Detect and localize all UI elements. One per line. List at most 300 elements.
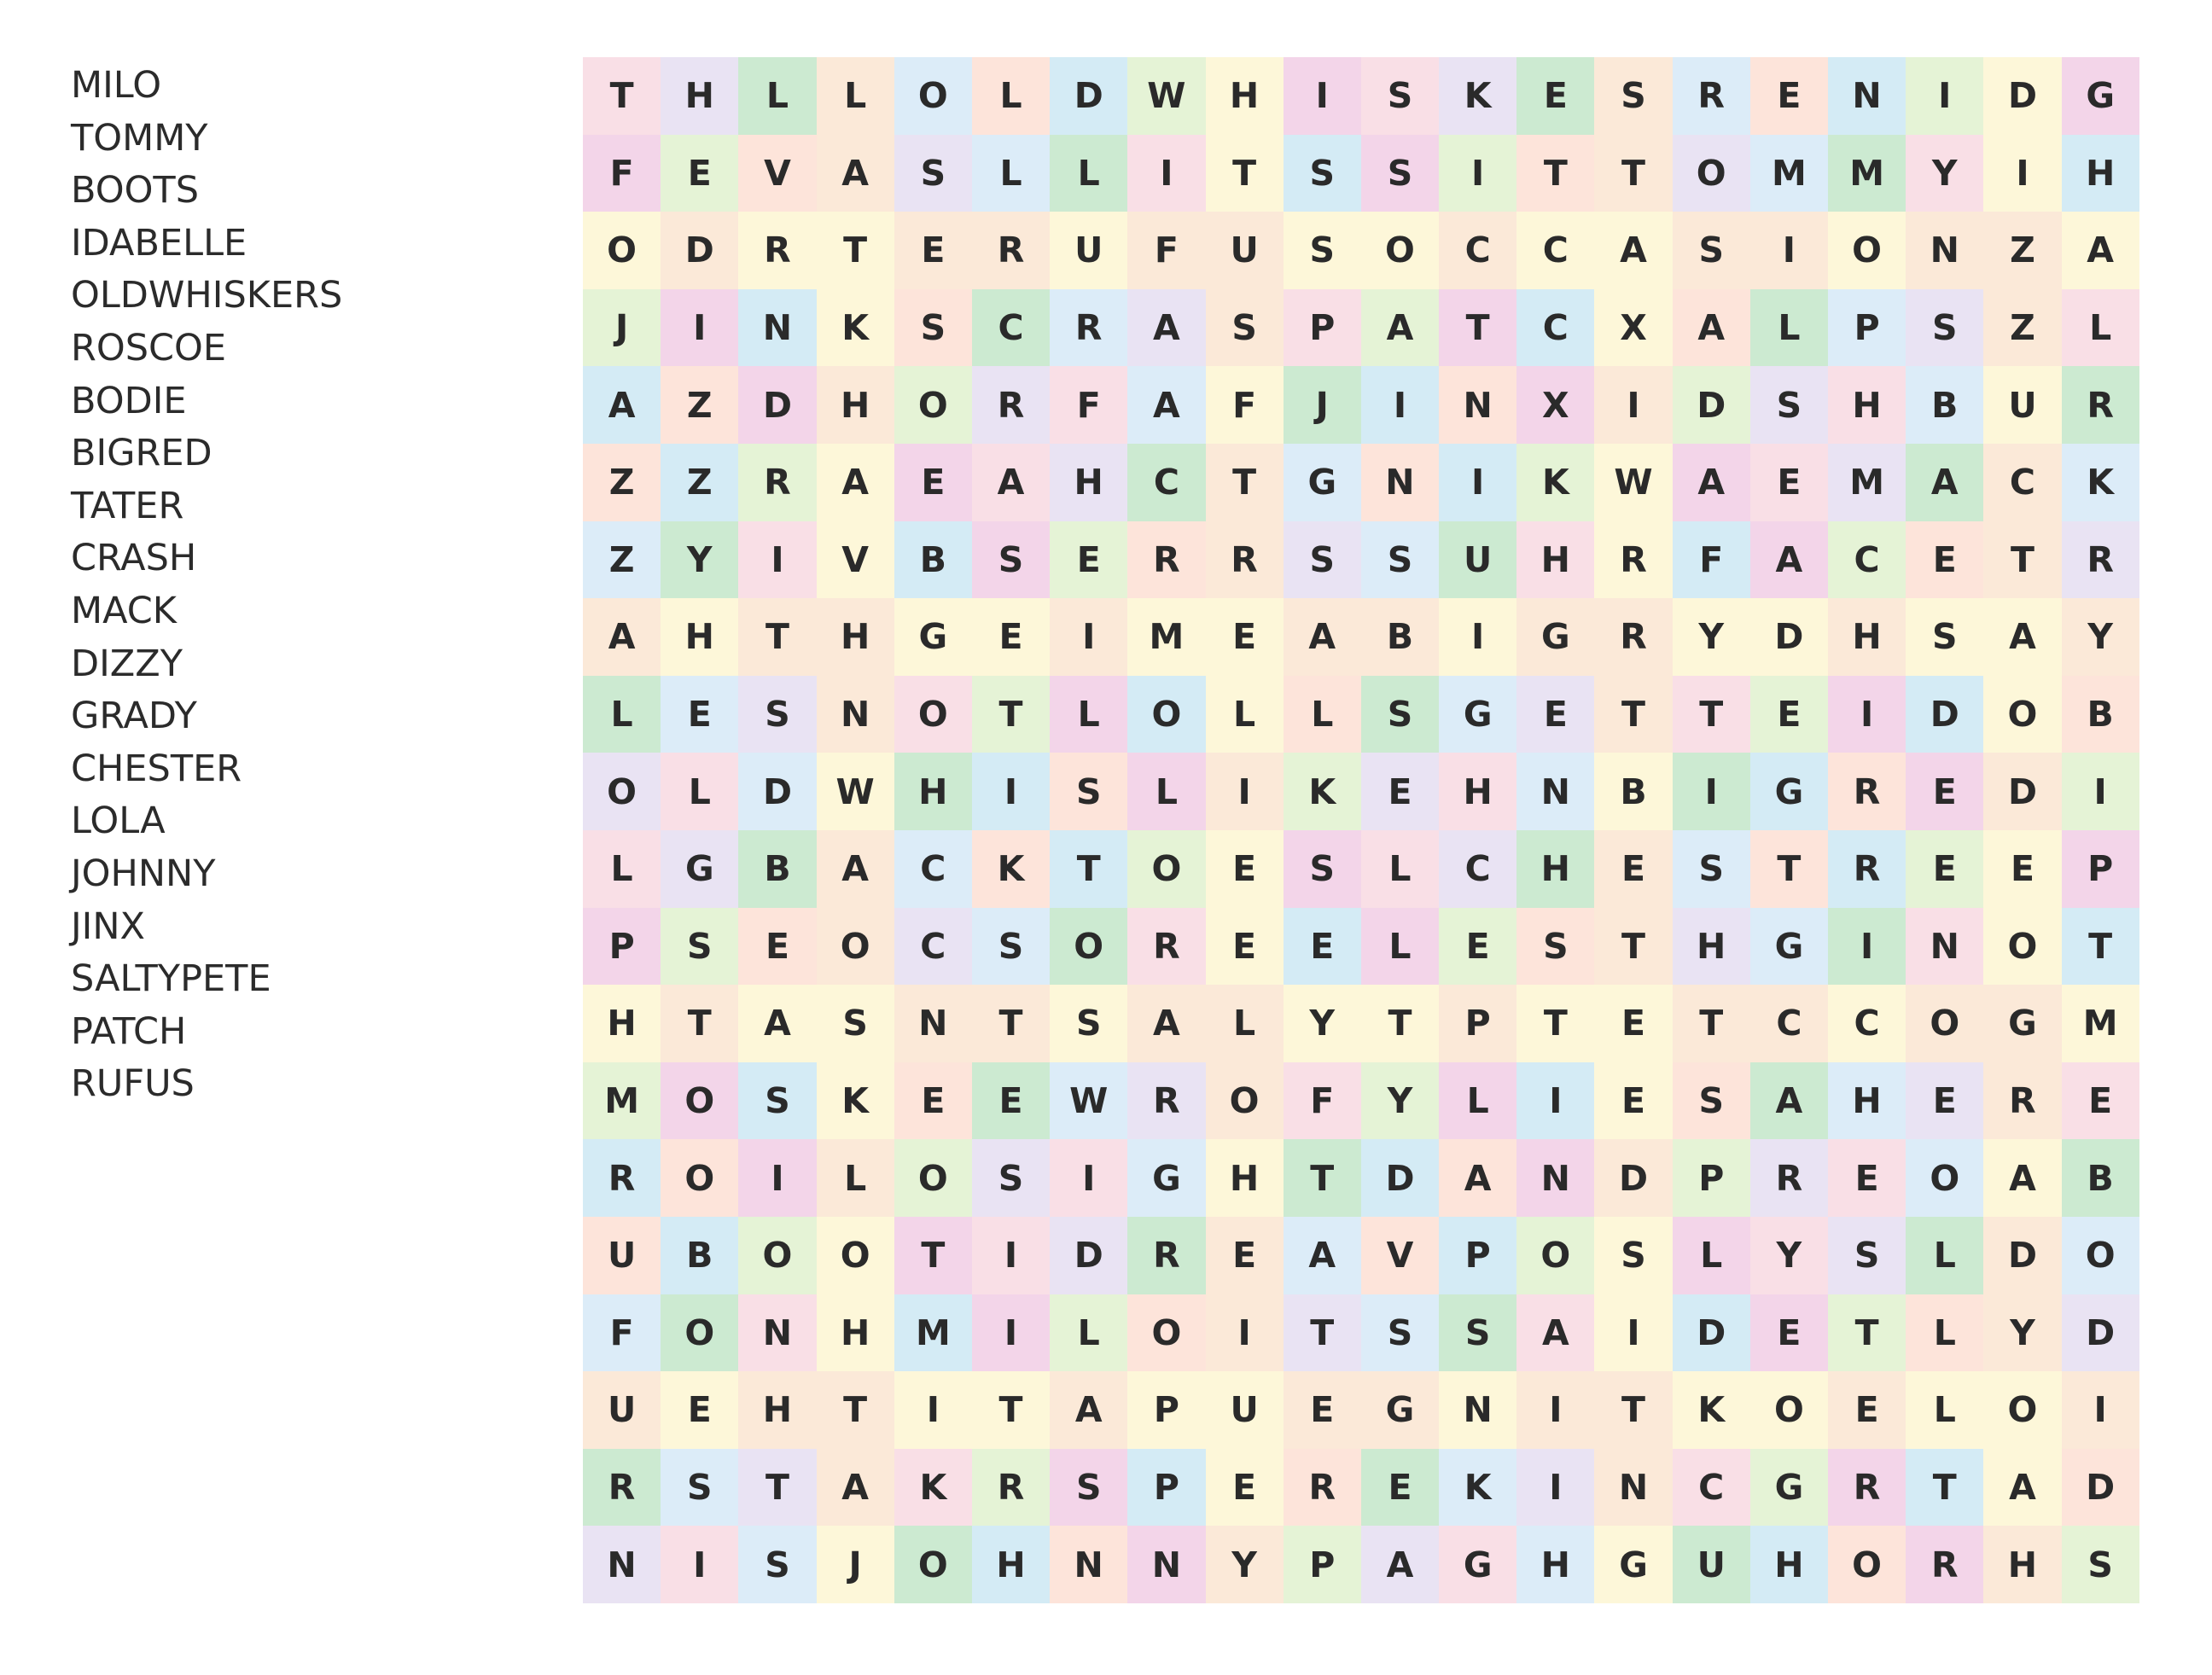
grid-cell[interactable]: C — [1983, 444, 2061, 521]
grid-cell[interactable]: L — [661, 753, 738, 830]
grid-cell[interactable]: E — [1828, 1139, 1906, 1217]
grid-cell[interactable]: E — [1439, 908, 1516, 986]
grid-cell[interactable]: A — [972, 444, 1050, 521]
grid-cell[interactable]: H — [1516, 1526, 1594, 1603]
grid-cell[interactable]: L — [1361, 908, 1439, 986]
grid-cell[interactable]: W — [1050, 1062, 1127, 1140]
grid-cell[interactable]: O — [1127, 830, 1205, 908]
grid-cell[interactable]: A — [1750, 1062, 1828, 1140]
grid-cell[interactable]: O — [817, 1217, 894, 1294]
grid-cell[interactable]: I — [1828, 908, 1906, 986]
grid-cell[interactable]: E — [1206, 1449, 1284, 1527]
grid-cell[interactable]: H — [2062, 135, 2139, 212]
grid-cell[interactable]: E — [2062, 1062, 2139, 1140]
grid-cell[interactable]: R — [1127, 1217, 1205, 1294]
grid-cell[interactable]: T — [972, 985, 1050, 1062]
grid-cell[interactable]: T — [1594, 135, 1672, 212]
grid-cell[interactable]: A — [1750, 521, 1828, 599]
grid-cell[interactable]: W — [1594, 444, 1672, 521]
grid-cell[interactable]: R — [738, 444, 816, 521]
grid-cell[interactable]: A — [1983, 598, 2061, 676]
grid-cell[interactable]: D — [2062, 1294, 2139, 1372]
grid-cell[interactable]: D — [1361, 1139, 1439, 1217]
grid-cell[interactable]: Y — [1750, 1217, 1828, 1294]
grid-cell[interactable]: T — [1284, 1294, 1361, 1372]
grid-cell[interactable]: S — [817, 985, 894, 1062]
grid-cell[interactable]: D — [1983, 1217, 2061, 1294]
grid-cell[interactable]: K — [817, 289, 894, 367]
grid-cell[interactable]: P — [2062, 830, 2139, 908]
grid-cell[interactable]: O — [1906, 1139, 1983, 1217]
grid-cell[interactable]: T — [1750, 830, 1828, 908]
grid-cell[interactable]: S — [1906, 289, 1983, 367]
grid-cell[interactable]: H — [1673, 908, 1750, 986]
grid-cell[interactable]: X — [1594, 289, 1672, 367]
grid-cell[interactable]: A — [1983, 1449, 2061, 1527]
grid-cell[interactable]: B — [1361, 598, 1439, 676]
grid-cell[interactable]: O — [1983, 1371, 2061, 1449]
grid-cell[interactable]: A — [1673, 444, 1750, 521]
grid-cell[interactable]: D — [1750, 598, 1828, 676]
grid-cell[interactable]: O — [583, 212, 661, 289]
grid-cell[interactable]: U — [583, 1371, 661, 1449]
grid-cell[interactable]: G — [1439, 1526, 1516, 1603]
grid-cell[interactable]: D — [1050, 1217, 1127, 1294]
grid-cell[interactable]: N — [1516, 1139, 1594, 1217]
grid-cell[interactable]: B — [661, 1217, 738, 1294]
grid-cell[interactable]: C — [1673, 1449, 1750, 1527]
grid-cell[interactable]: O — [1127, 1294, 1205, 1372]
grid-cell[interactable]: H — [661, 57, 738, 135]
grid-cell[interactable]: R — [1673, 57, 1750, 135]
grid-cell[interactable]: O — [1127, 676, 1205, 753]
grid-cell[interactable]: N — [817, 676, 894, 753]
grid-cell[interactable]: M — [894, 1294, 972, 1372]
grid-cell[interactable]: S — [972, 521, 1050, 599]
grid-cell[interactable]: Z — [1983, 289, 2061, 367]
grid-cell[interactable]: N — [1127, 1526, 1205, 1603]
grid-cell[interactable]: E — [1750, 1294, 1828, 1372]
grid-cell[interactable]: N — [1439, 366, 1516, 444]
grid-cell[interactable]: I — [1050, 1139, 1127, 1217]
grid-cell[interactable]: B — [894, 521, 972, 599]
grid-cell[interactable]: Y — [1361, 1062, 1439, 1140]
grid-cell[interactable]: E — [972, 598, 1050, 676]
grid-cell[interactable]: U — [1673, 1526, 1750, 1603]
grid-cell[interactable]: K — [894, 1449, 972, 1527]
grid-cell[interactable]: I — [1206, 1294, 1284, 1372]
grid-cell[interactable]: Z — [1983, 212, 2061, 289]
grid-cell[interactable]: T — [1906, 1449, 1983, 1527]
grid-cell[interactable]: N — [1594, 1449, 1672, 1527]
grid-cell[interactable]: O — [894, 676, 972, 753]
grid-cell[interactable]: I — [1906, 57, 1983, 135]
grid-cell[interactable]: O — [817, 908, 894, 986]
grid-cell[interactable]: T — [894, 1217, 972, 1294]
grid-cell[interactable]: U — [1050, 212, 1127, 289]
grid-cell[interactable]: O — [2062, 1217, 2139, 1294]
grid-cell[interactable]: R — [1828, 753, 1906, 830]
grid-cell[interactable]: R — [1983, 1062, 2061, 1140]
grid-cell[interactable]: A — [583, 598, 661, 676]
grid-cell[interactable]: N — [1906, 908, 1983, 986]
grid-cell[interactable]: L — [817, 57, 894, 135]
grid-cell[interactable]: I — [2062, 753, 2139, 830]
grid-cell[interactable]: A — [817, 135, 894, 212]
grid-cell[interactable]: H — [1439, 753, 1516, 830]
grid-cell[interactable]: S — [1439, 1294, 1516, 1372]
grid-cell[interactable]: I — [1439, 135, 1516, 212]
grid-cell[interactable]: N — [1516, 753, 1594, 830]
grid-cell[interactable]: P — [1439, 1217, 1516, 1294]
grid-cell[interactable]: R — [738, 212, 816, 289]
grid-cell[interactable]: I — [661, 289, 738, 367]
grid-cell[interactable]: E — [1284, 1371, 1361, 1449]
grid-cell[interactable]: O — [661, 1062, 738, 1140]
grid-cell[interactable]: I — [1439, 598, 1516, 676]
grid-cell[interactable]: N — [1050, 1526, 1127, 1603]
grid-cell[interactable]: L — [1050, 1294, 1127, 1372]
grid-cell[interactable]: E — [1906, 830, 1983, 908]
grid-cell[interactable]: K — [2062, 444, 2139, 521]
grid-cell[interactable]: F — [1284, 1062, 1361, 1140]
grid-cell[interactable]: F — [1673, 521, 1750, 599]
grid-cell[interactable]: S — [1361, 135, 1439, 212]
grid-cell[interactable]: G — [661, 830, 738, 908]
grid-cell[interactable]: A — [1127, 985, 1205, 1062]
grid-cell[interactable]: L — [738, 57, 816, 135]
grid-cell[interactable]: L — [1050, 676, 1127, 753]
grid-cell[interactable]: S — [894, 289, 972, 367]
grid-cell[interactable]: R — [1594, 598, 1672, 676]
grid-cell[interactable]: F — [583, 1294, 661, 1372]
grid-cell[interactable]: T — [972, 1371, 1050, 1449]
grid-cell[interactable]: E — [1750, 57, 1828, 135]
grid-cell[interactable]: T — [1516, 135, 1594, 212]
grid-cell[interactable]: H — [1828, 366, 1906, 444]
grid-cell[interactable]: T — [1594, 908, 1672, 986]
grid-cell[interactable]: T — [738, 1449, 816, 1527]
grid-cell[interactable]: M — [2062, 985, 2139, 1062]
grid-cell[interactable]: R — [1906, 1526, 1983, 1603]
grid-cell[interactable]: S — [1750, 366, 1828, 444]
grid-cell[interactable]: R — [583, 1449, 661, 1527]
grid-cell[interactable]: L — [817, 1139, 894, 1217]
grid-cell[interactable]: A — [817, 830, 894, 908]
grid-cell[interactable]: E — [1206, 830, 1284, 908]
grid-cell[interactable]: P — [583, 908, 661, 986]
grid-cell[interactable]: P — [1127, 1371, 1205, 1449]
grid-cell[interactable]: S — [1284, 830, 1361, 908]
grid-cell[interactable]: E — [1516, 57, 1594, 135]
grid-cell[interactable]: Y — [1906, 135, 1983, 212]
grid-cell[interactable]: E — [1361, 753, 1439, 830]
grid-cell[interactable]: E — [894, 1062, 972, 1140]
grid-cell[interactable]: A — [1361, 289, 1439, 367]
grid-cell[interactable]: R — [1750, 1139, 1828, 1217]
grid-cell[interactable]: O — [1983, 676, 2061, 753]
grid-cell[interactable]: K — [1284, 753, 1361, 830]
grid-cell[interactable]: Z — [661, 366, 738, 444]
grid-cell[interactable]: S — [972, 1139, 1050, 1217]
grid-cell[interactable]: R — [1828, 830, 1906, 908]
grid-cell[interactable]: K — [1439, 57, 1516, 135]
grid-cell[interactable]: J — [817, 1526, 894, 1603]
grid-cell[interactable]: T — [1050, 830, 1127, 908]
grid-cell[interactable]: Y — [2062, 598, 2139, 676]
grid-cell[interactable]: H — [817, 366, 894, 444]
grid-cell[interactable]: A — [1127, 289, 1205, 367]
grid-cell[interactable]: D — [2062, 1449, 2139, 1527]
grid-cell[interactable]: V — [817, 521, 894, 599]
grid-cell[interactable]: M — [583, 1062, 661, 1140]
grid-cell[interactable]: S — [1361, 57, 1439, 135]
grid-cell[interactable]: T — [1361, 985, 1439, 1062]
grid-cell[interactable]: O — [894, 1526, 972, 1603]
grid-cell[interactable]: C — [972, 289, 1050, 367]
grid-cell[interactable]: H — [1206, 1139, 1284, 1217]
grid-cell[interactable]: H — [972, 1526, 1050, 1603]
grid-cell[interactable]: D — [1050, 57, 1127, 135]
grid-cell[interactable]: B — [2062, 1139, 2139, 1217]
grid-cell[interactable]: D — [1983, 57, 2061, 135]
grid-cell[interactable]: O — [583, 753, 661, 830]
grid-cell[interactable]: E — [1906, 753, 1983, 830]
grid-cell[interactable]: C — [1439, 212, 1516, 289]
grid-cell[interactable]: N — [1439, 1371, 1516, 1449]
grid-cell[interactable]: F — [1050, 366, 1127, 444]
grid-cell[interactable]: O — [1828, 1526, 1906, 1603]
grid-cell[interactable]: T — [817, 1371, 894, 1449]
grid-cell[interactable]: E — [1983, 830, 2061, 908]
grid-cell[interactable]: M — [1828, 444, 1906, 521]
grid-cell[interactable]: I — [1673, 753, 1750, 830]
grid-cell[interactable]: I — [1516, 1371, 1594, 1449]
grid-cell[interactable]: N — [738, 1294, 816, 1372]
grid-cell[interactable]: H — [738, 1371, 816, 1449]
grid-cell[interactable]: E — [894, 444, 972, 521]
grid-cell[interactable]: H — [1828, 1062, 1906, 1140]
grid-cell[interactable]: P — [1127, 1449, 1205, 1527]
grid-cell[interactable]: R — [1127, 1062, 1205, 1140]
grid-cell[interactable]: U — [1439, 521, 1516, 599]
grid-cell[interactable]: W — [817, 753, 894, 830]
grid-cell[interactable]: A — [1361, 1526, 1439, 1603]
grid-cell[interactable]: A — [1516, 1294, 1594, 1372]
grid-cell[interactable]: E — [894, 212, 972, 289]
grid-cell[interactable]: C — [1828, 985, 1906, 1062]
grid-cell[interactable]: H — [817, 1294, 894, 1372]
grid-cell[interactable]: O — [894, 1139, 972, 1217]
grid-cell[interactable]: O — [1361, 212, 1439, 289]
grid-cell[interactable]: S — [661, 908, 738, 986]
grid-cell[interactable]: O — [738, 1217, 816, 1294]
grid-cell[interactable]: N — [583, 1526, 661, 1603]
grid-cell[interactable]: O — [1828, 212, 1906, 289]
grid-cell[interactable]: L — [1284, 676, 1361, 753]
grid-cell[interactable]: S — [1828, 1217, 1906, 1294]
grid-cell[interactable]: G — [1439, 676, 1516, 753]
grid-cell[interactable]: S — [738, 1062, 816, 1140]
grid-cell[interactable]: D — [1983, 753, 2061, 830]
grid-cell[interactable]: I — [1828, 676, 1906, 753]
grid-cell[interactable]: S — [1361, 1294, 1439, 1372]
grid-cell[interactable]: S — [2062, 1526, 2139, 1603]
grid-cell[interactable]: N — [738, 289, 816, 367]
grid-cell[interactable]: E — [1050, 521, 1127, 599]
grid-cell[interactable]: E — [661, 135, 738, 212]
grid-cell[interactable]: A — [1906, 444, 1983, 521]
grid-cell[interactable]: A — [1439, 1139, 1516, 1217]
grid-cell[interactable]: R — [1828, 1449, 1906, 1527]
grid-cell[interactable]: Y — [661, 521, 738, 599]
grid-cell[interactable]: D — [1594, 1139, 1672, 1217]
grid-cell[interactable]: I — [2062, 1371, 2139, 1449]
grid-cell[interactable]: E — [738, 908, 816, 986]
grid-cell[interactable]: R — [972, 212, 1050, 289]
grid-cell[interactable]: S — [1284, 521, 1361, 599]
grid-cell[interactable]: I — [1516, 1449, 1594, 1527]
grid-cell[interactable]: S — [1906, 598, 1983, 676]
grid-cell[interactable]: B — [1906, 366, 1983, 444]
grid-cell[interactable]: G — [1361, 1371, 1439, 1449]
grid-cell[interactable]: E — [1750, 444, 1828, 521]
grid-cell[interactable]: T — [1673, 676, 1750, 753]
grid-cell[interactable]: S — [1594, 1217, 1672, 1294]
grid-cell[interactable]: T — [1439, 289, 1516, 367]
grid-cell[interactable]: A — [1983, 1139, 2061, 1217]
grid-cell[interactable]: T — [1594, 1371, 1672, 1449]
grid-cell[interactable]: I — [1127, 135, 1205, 212]
grid-cell[interactable]: T — [972, 676, 1050, 753]
grid-cell[interactable]: R — [1594, 521, 1672, 599]
grid-cell[interactable]: X — [1516, 366, 1594, 444]
grid-cell[interactable]: T — [1206, 444, 1284, 521]
grid-cell[interactable]: D — [738, 366, 816, 444]
grid-cell[interactable]: H — [817, 598, 894, 676]
grid-cell[interactable]: O — [1906, 985, 1983, 1062]
grid-cell[interactable]: T — [1284, 1139, 1361, 1217]
grid-cell[interactable]: Y — [1673, 598, 1750, 676]
grid-cell[interactable]: S — [1206, 289, 1284, 367]
grid-cell[interactable]: U — [1206, 1371, 1284, 1449]
grid-cell[interactable]: G — [1983, 985, 2061, 1062]
grid-cell[interactable]: I — [1983, 135, 2061, 212]
grid-cell[interactable]: N — [1361, 444, 1439, 521]
grid-cell[interactable]: L — [1750, 289, 1828, 367]
grid-cell[interactable]: H — [1983, 1526, 2061, 1603]
grid-cell[interactable]: E — [1594, 830, 1672, 908]
grid-cell[interactable]: P — [1673, 1139, 1750, 1217]
grid-cell[interactable]: R — [972, 1449, 1050, 1527]
grid-cell[interactable]: A — [1127, 366, 1205, 444]
grid-cell[interactable]: E — [1206, 908, 1284, 986]
grid-cell[interactable]: K — [1516, 444, 1594, 521]
grid-cell[interactable]: P — [1828, 289, 1906, 367]
grid-cell[interactable]: H — [1050, 444, 1127, 521]
grid-cell[interactable]: J — [583, 289, 661, 367]
grid-cell[interactable]: I — [1284, 57, 1361, 135]
grid-cell[interactable]: D — [661, 212, 738, 289]
grid-cell[interactable]: M — [1828, 135, 1906, 212]
grid-cell[interactable]: E — [661, 1371, 738, 1449]
grid-cell[interactable]: T — [1594, 676, 1672, 753]
grid-cell[interactable]: L — [1439, 1062, 1516, 1140]
grid-cell[interactable]: W — [1127, 57, 1205, 135]
grid-cell[interactable]: A — [817, 1449, 894, 1527]
grid-cell[interactable]: B — [1594, 753, 1672, 830]
grid-cell[interactable]: O — [1983, 908, 2061, 986]
grid-cell[interactable]: Z — [661, 444, 738, 521]
grid-cell[interactable]: I — [972, 1217, 1050, 1294]
grid-cell[interactable]: A — [1050, 1371, 1127, 1449]
grid-cell[interactable]: F — [1127, 212, 1205, 289]
grid-cell[interactable]: I — [972, 753, 1050, 830]
grid-cell[interactable]: T — [817, 212, 894, 289]
grid-cell[interactable]: T — [738, 598, 816, 676]
grid-cell[interactable]: E — [1361, 1449, 1439, 1527]
grid-cell[interactable]: S — [1050, 1449, 1127, 1527]
grid-cell[interactable]: B — [738, 830, 816, 908]
grid-cell[interactable]: O — [661, 1139, 738, 1217]
grid-cell[interactable]: A — [1673, 289, 1750, 367]
grid-cell[interactable]: S — [1673, 212, 1750, 289]
grid-cell[interactable]: E — [1906, 521, 1983, 599]
grid-cell[interactable]: E — [972, 1062, 1050, 1140]
grid-cell[interactable]: S — [1673, 1062, 1750, 1140]
grid-cell[interactable]: C — [1127, 444, 1205, 521]
grid-cell[interactable]: G — [1750, 908, 1828, 986]
grid-cell[interactable]: V — [1361, 1217, 1439, 1294]
grid-cell[interactable]: L — [972, 135, 1050, 212]
grid-cell[interactable]: T — [583, 57, 661, 135]
grid-cell[interactable]: S — [1516, 908, 1594, 986]
grid-cell[interactable]: A — [1284, 1217, 1361, 1294]
grid-cell[interactable]: K — [1673, 1371, 1750, 1449]
grid-cell[interactable]: S — [1594, 57, 1672, 135]
grid-cell[interactable]: C — [894, 830, 972, 908]
grid-cell[interactable]: E — [1750, 676, 1828, 753]
grid-cell[interactable]: L — [1206, 676, 1284, 753]
grid-cell[interactable]: E — [1284, 908, 1361, 986]
grid-cell[interactable]: L — [2062, 289, 2139, 367]
grid-cell[interactable]: B — [2062, 676, 2139, 753]
grid-cell[interactable]: R — [2062, 521, 2139, 599]
grid-cell[interactable]: R — [1127, 908, 1205, 986]
grid-cell[interactable]: C — [1439, 830, 1516, 908]
grid-cell[interactable]: E — [661, 676, 738, 753]
grid-cell[interactable]: S — [1284, 212, 1361, 289]
grid-cell[interactable]: R — [2062, 366, 2139, 444]
grid-cell[interactable]: S — [894, 135, 972, 212]
grid-cell[interactable]: I — [972, 1294, 1050, 1372]
grid-cell[interactable]: E — [1206, 1217, 1284, 1294]
grid-cell[interactable]: A — [817, 444, 894, 521]
grid-cell[interactable]: S — [1284, 135, 1361, 212]
grid-cell[interactable]: L — [583, 676, 661, 753]
grid-cell[interactable]: S — [661, 1449, 738, 1527]
grid-cell[interactable]: L — [583, 830, 661, 908]
grid-cell[interactable]: E — [1206, 598, 1284, 676]
grid-cell[interactable]: K — [817, 1062, 894, 1140]
grid-cell[interactable]: I — [738, 521, 816, 599]
grid-cell[interactable]: S — [738, 676, 816, 753]
grid-cell[interactable]: I — [661, 1526, 738, 1603]
grid-cell[interactable]: P — [1284, 289, 1361, 367]
grid-cell[interactable]: C — [1516, 289, 1594, 367]
grid-cell[interactable]: U — [1983, 366, 2061, 444]
grid-cell[interactable]: I — [1594, 366, 1672, 444]
